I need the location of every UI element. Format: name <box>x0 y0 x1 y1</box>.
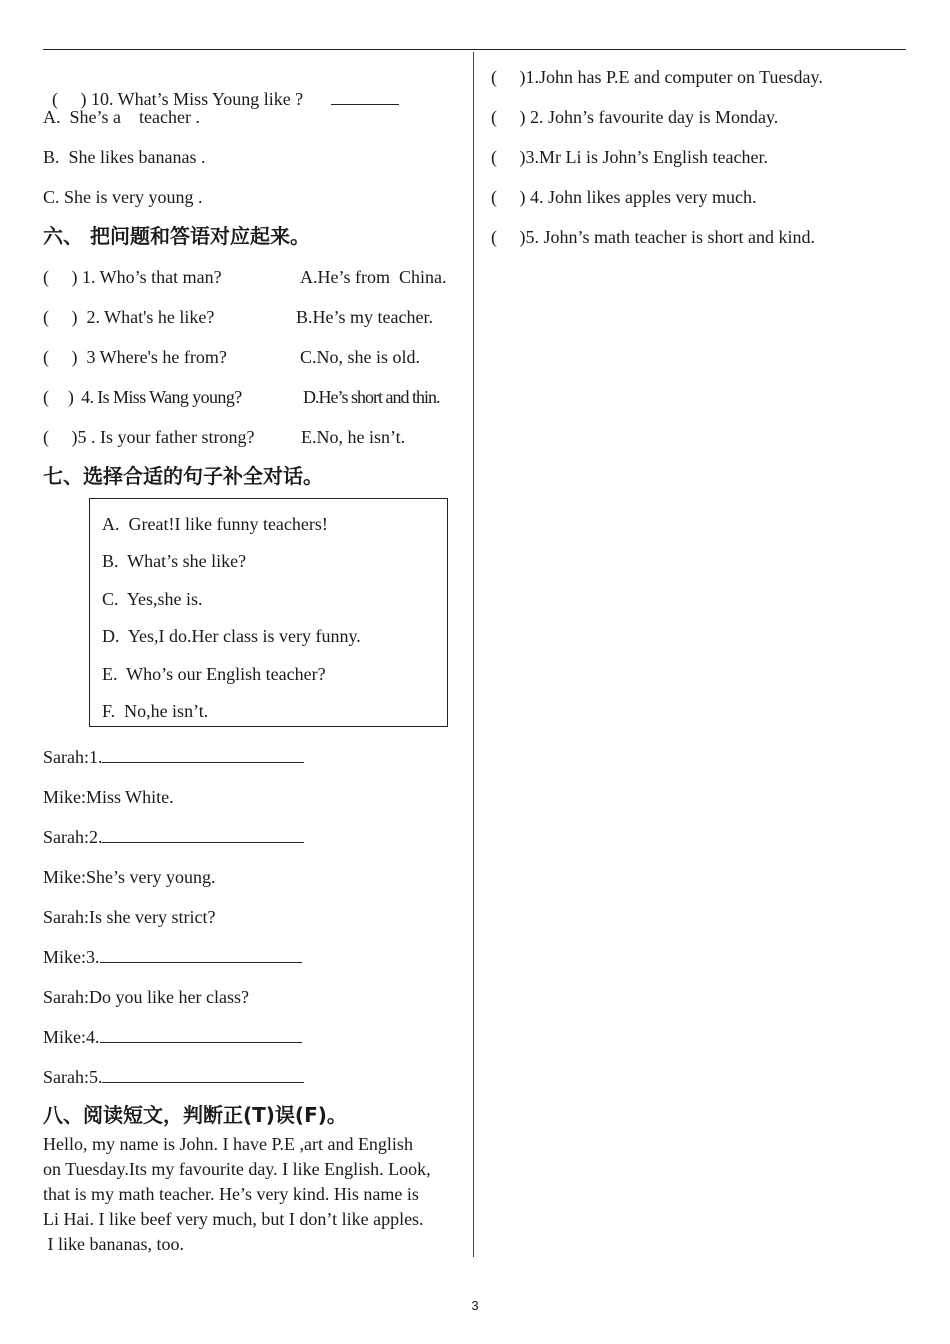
tf-statement-3: ( )3.Mr Li is John’s English teacher. <box>491 147 768 167</box>
answer-blank[interactable] <box>102 746 304 763</box>
match-question-1: ( ) 1. Who’s that man? <box>43 267 222 287</box>
section7-title: 七、选择合适的句子补全对话。 <box>43 464 323 488</box>
choice-a: A. Great!I like funny teachers! <box>102 514 328 534</box>
dialogue-line-4: Mike:She’s very young. <box>43 867 216 887</box>
column-divider <box>473 52 474 1257</box>
tf-statement-5: ( )5. John’s math teacher is short and kind. <box>491 227 815 247</box>
passage-line: I like bananas, too. <box>43 1234 184 1254</box>
reading-passage <box>43 1132 463 1257</box>
match-answer-d: D.He’s short and thin. <box>303 387 440 407</box>
dialogue-line-7: Sarah:Do you like her class? <box>43 987 249 1007</box>
match-answer-c: C.No, she is old. <box>300 347 421 367</box>
dialogue-line-1 <box>43 746 304 768</box>
answer-blank[interactable] <box>100 946 302 963</box>
match-question-5: ( )5 . Is your father strong? <box>43 427 255 447</box>
top-rule <box>43 49 906 50</box>
option-b: B. She likes bananas . <box>43 147 206 167</box>
speaker-text: Sarah:1. <box>43 747 103 767</box>
dialogue-line-5: Sarah:Is she very strict? <box>43 907 216 927</box>
speaker-text: Sarah:2. <box>43 827 103 847</box>
passage-line: Li Hai. I like beef very much, but I don’t like apples. <box>43 1209 424 1229</box>
dialogue-line-9 <box>43 1066 304 1088</box>
tf-statement-1: ( )1.John has P.E and computer on Tuesday. <box>491 67 823 87</box>
dialogue-line-2: Mike:Miss White. <box>43 787 174 807</box>
section8-title: 八、阅读短文，判断正(T)误(F)。 <box>43 1103 347 1127</box>
passage-line: that is my math teacher. He’s very kind. His name is <box>43 1184 419 1204</box>
choice-e: E. Who’s our English teacher? <box>102 664 326 684</box>
choice-d: D. Yes,I do.Her class is very funny. <box>102 626 361 646</box>
speaker-text: Mike:3. <box>43 947 100 967</box>
match-question-4: ( ) 4. Is Miss Wang young? <box>43 387 242 407</box>
passage-line: on Tuesday.Its my favourite day. I like English. Look, <box>43 1159 431 1179</box>
passage-line: Hello, my name is John. I have P.E ,art and English <box>43 1134 413 1154</box>
dialogue-line-6 <box>43 946 302 968</box>
question-10 <box>43 66 399 110</box>
option-a: A. She’s a teacher . <box>43 107 200 127</box>
dialogue-line-3 <box>43 826 304 848</box>
choice-c: C. Yes,she is. <box>102 589 203 609</box>
match-answer-a: A.He’s from China. <box>300 267 447 287</box>
tf-statement-2: ( ) 2. John’s favourite day is Monday. <box>491 107 779 127</box>
answer-blank[interactable] <box>331 88 399 105</box>
choice-b: B. What’s she like? <box>102 551 247 571</box>
answer-blank[interactable] <box>100 1026 302 1043</box>
section6-title: 六、 把问题和答语对应起来。 <box>43 224 310 248</box>
speaker-text: Sarah:5. <box>43 1067 103 1087</box>
match-question-3: ( ) 3 Where's he from? <box>43 347 227 367</box>
speaker-text: Mike:4. <box>43 1027 100 1047</box>
answer-blank[interactable] <box>102 826 304 843</box>
choice-f: F. No,he isn’t. <box>102 701 209 721</box>
page-number: 3 <box>471 1298 479 1313</box>
option-c: C. She is very young . <box>43 187 203 207</box>
dialogue-line-8 <box>43 1026 302 1048</box>
answer-blank[interactable] <box>102 1066 304 1083</box>
match-answer-e: E.No, he isn’t. <box>301 427 406 447</box>
question-10-text: ( ) 10. What’s Miss Young like ? <box>52 89 304 109</box>
match-answer-b: B.He’s my teacher. <box>296 307 433 327</box>
tf-statement-4: ( ) 4. John likes apples very much. <box>491 187 757 207</box>
match-question-2: ( ) 2. What's he like? <box>43 307 215 327</box>
